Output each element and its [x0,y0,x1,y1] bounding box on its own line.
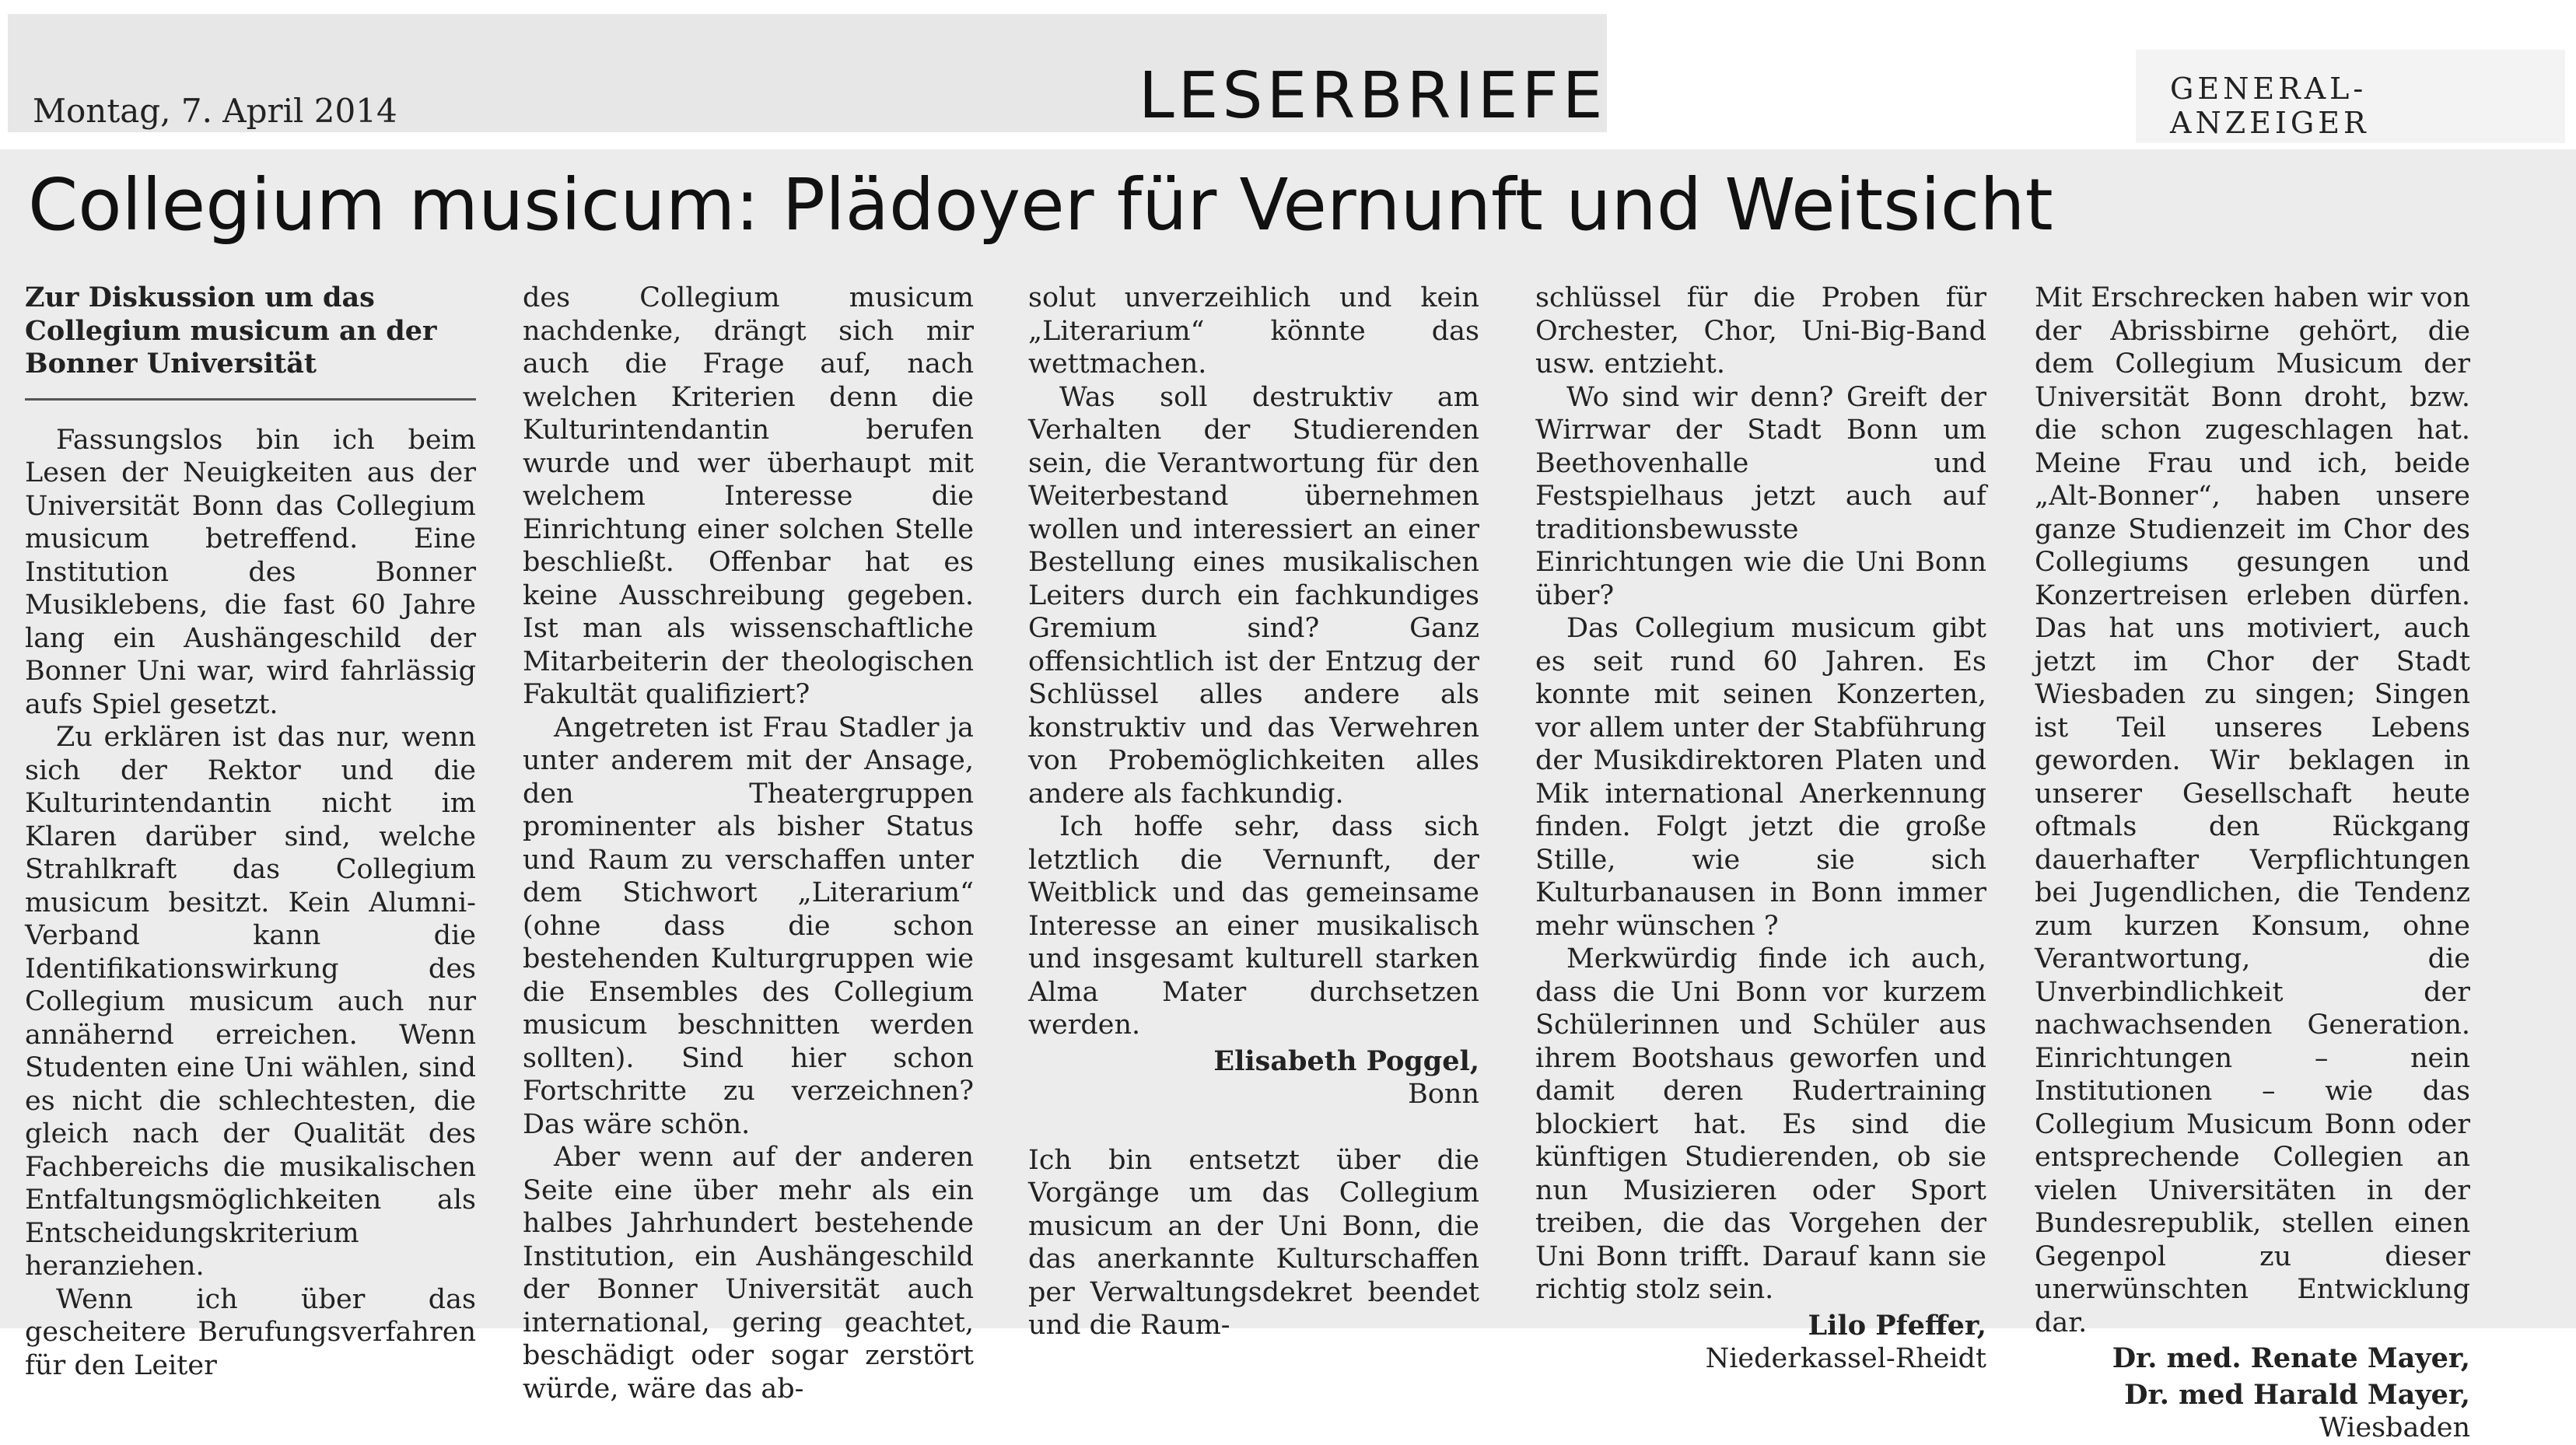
text-column-1 [25,282,476,1381]
issue-date: Montag, 7. April 2014 [33,92,397,130]
newspaper-name: GENERAL-ANZEIGER [2136,50,2565,143]
paragraph: Angetreten ist Frau Stadler ja unter anderem mit der Ansage, den Theatergruppen prominenter als bisher Status und Raum zu verschaffen unter dem Stichwort „Literarium“ (ohne dass die schon bestehenden Kulturgruppen wie die Ensembles des Collegium musicum beschnitten werden sollten). Sind hier schon Fortschritte zu verzeichnen? Das wäre schön. [523,712,974,1140]
text-column-4 [1535,282,1986,1374]
paragraph: Ich hoffe sehr, dass sich letztlich die Vernunft, der Weitblick und das gemeinsame Interesse an einer musikalisch und insgesamt kulturell starken Alma Mater durchsetzen werden. [1028,811,1479,1041]
paragraph: Wenn ich über das gescheitere Berufungsverfahren für den Leiter [25,1283,476,1381]
article-headline: Collegium musicum: Plädoyer für Vernunft und Weitsicht [28,163,2053,247]
article-lead: Zur Diskussion um das Collegium musicum an der Bonner Universität [25,282,476,401]
paragraph: Zu erklären ist das nur, wenn sich der Rektor und die Kulturintendantin nicht im Klaren darüber sind, welche Strahlkraft das Collegium musicum besitzt. Kein Alumni-Verband kann die Identifikationswirkung des Collegium musicum auch nur annähernd erreichen. Wenn Studenten eine Uni wählen, sind es nicht die schlechtesten, die gleich nach der Qualität des Fachbereichs die musikalischen Entfaltungsmöglichkeiten als Entscheidungskriterium heranziehen. [25,722,476,1282]
paragraph: Fassungslos bin ich beim Lesen der Neuigkeiten aus der Universität Bonn das Collegium musicum betreffend. Eine Institution des Bonner Musiklebens, die fast 60 Jahre lang ein Aushängeschild der Bonner Uni war, wird fahrlässig aufs Spiel gesetzt. [25,424,476,720]
text-column-2 [523,282,974,1405]
paragraph: des Collegium musicum nachdenke, drängt sich mir auch die Frage auf, nach welchen Kriterien denn die Kulturintendantin berufen wurde und wer überhaupt mit welchem Interesse die Einrichtung einer solchen Stelle beschließt. Offenbar hat es keine Ausschreibung gegeben. Ist man als wissenschaftliche Mitarbeiterin der theologischen Fakultät qualifiziert? [523,282,974,710]
author-name: Dr. med. Renate Mayer, [2112,1342,2470,1374]
text-column-5 [2035,282,2470,1443]
author-place: Bonn [1408,1079,1479,1110]
paragraph: solut unverzeihlich und kein „Literarium“ könnte das wettmachen. [1028,282,1479,380]
paragraph: Ich bin entsetzt über die Vorgänge um das Collegium musicum an der Uni Bonn, die das anerkannte Kulturschaffen per Verwaltungsdekret beendet und die Raum- [1028,1144,1479,1341]
paragraph: Aber wenn auf der anderen Seite eine über mehr als ein halbes Jahrhundert bestehende Institution, ein Aushängeschild der Bonner Universität auch international, gering geachtet, beschädigt oder sogar zerstört würde, wäre das ab- [523,1142,974,1405]
paragraph: Was soll destruktiv am Verhalten der Studierenden sein, die Verantwortung für den Weiterbestand übernehmen wollen und interessiert an einer Bestellung eines musikalischen Leiters durch ein fachkundiges Gremium sind? Ganz offensichtlich ist der Entzug der Schlüssel alles andere als konstruktiv und das Verwehren von Probemöglichkeiten alles andere als fachkundig. [1028,381,1479,810]
section-title: LESERBRIEFE [1139,59,1607,133]
paragraph: Mit Erschrecken haben wir von der Abrissbirne gehört, die dem Collegium Musicum der Universität Bonn droht, bzw. die schon zugeschlagen hat. Meine Frau und ich, beide „Alt-Bonner“, haben unsere ganze Studienzeit im Chor des Collegiums gesungen und Konzertreisen erleben dürfen. Das hat uns motiviert, auch jetzt im Chor der Stadt Wiesbaden zu singen; Singen ist Teil unseres Lebens geworden. Wir beklagen in unserer Gesellschaft heute oftmals den Rückgang dauerhafter Verpflichtungen bei Jugendlichen, die Tendenz zum kurzen Konsum, ohne Verantwortung, die Unverbindlichkeit der nachwachsenden Generation. Einrichtungen – nein Institutionen – wie das Collegium Musicum Bonn oder entsprechende Collegien an vielen Universitäten in der Bundesrepublik, stellen einen Gegenpol zu dieser unerwünschten Entwicklung dar. [2035,282,2470,1338]
paragraph: Das Collegium musicum gibt es seit rund 60 Jahren. Es konnte mit seinen Konzerten, vor allem unter der Stabführung der Musikdirektoren Platen und Mik international Anerkennung finden. Folgt jetzt die große Stille, wie sie sich Kulturbanausen in Bonn immer mehr wünschen ? [1535,613,1986,942]
author-name: Elisabeth Poggel, [1213,1044,1479,1077]
paragraph: Merkwürdig finde ich auch, dass die Uni Bonn vor kurzem Schülerinnen und Schüler aus ihrem Bootshaus geworfen und damit deren Rudertraining blockiert hat. Es sind die künftigen Studierenden, ob sie nun Musizieren oder Sport treiben, die das Vorgehen der Uni Bonn trifft. Darauf kann sie richtig stolz sein. [1535,943,1986,1305]
text-column-3 [1028,282,1479,1341]
author-place: Wiesbaden [2319,1412,2470,1443]
page-header [8,14,1607,132]
author-name: Lilo Pfeffer, [1808,1309,1986,1342]
paragraph: Wo sind wir denn? Greift der Wirrwar der Stadt Bonn um Beethovenhalle und Festspielhaus jetzt auch auf traditionsbewusste Einrichtungen wie die Uni Bonn über? [1535,381,1986,611]
author-place: Niederkassel-Rheidt [1705,1343,1986,1374]
paragraph: schlüssel für die Proben für Orchester, Chor, Uni-Big-Band usw. entzieht. [1535,282,1986,380]
author-name-2: Dr. med Harald Mayer, [2124,1378,2470,1411]
